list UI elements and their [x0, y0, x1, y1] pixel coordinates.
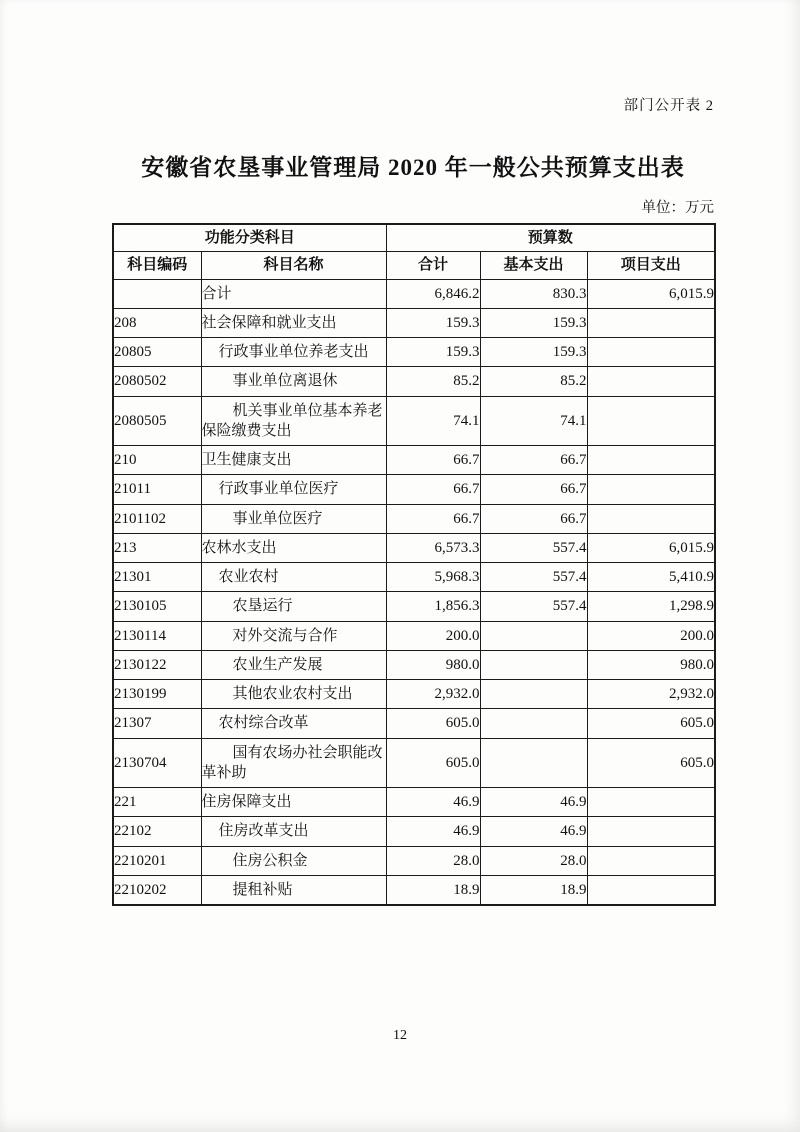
table-row [113, 621, 715, 650]
corner-label: 部门公开表 2 [623, 98, 714, 114]
cell-subject-code: 213 [113, 533, 201, 562]
budget-table [112, 223, 716, 906]
table-row [113, 308, 715, 337]
cell-subject-code: 20805 [113, 338, 201, 367]
table-row [113, 338, 715, 367]
cell-subject-code: 221 [113, 788, 201, 817]
table-row [113, 446, 715, 475]
cell-total: 66.7 [386, 475, 480, 504]
cell-project-expenditure: 6,015.9 [587, 279, 715, 308]
col-header-basic-expenditure: 基本支出 [480, 252, 587, 279]
unit-label: 单位：万元 [641, 200, 714, 216]
cell-total: 28.0 [386, 846, 480, 875]
cell-subject-name: 行政事业单位养老支出 [201, 338, 386, 367]
cell-total: 6,846.2 [386, 279, 480, 308]
cell-subject-code: 2130122 [113, 650, 201, 679]
cell-subject-name: 机关事业单位基本养老保险缴费支出 [201, 396, 386, 446]
cell-total: 980.0 [386, 650, 480, 679]
cell-subject-name: 住房改革支出 [201, 817, 386, 846]
cell-project-expenditure: 6,015.9 [587, 533, 715, 562]
page-title: 安徽省农垦事业管理局 2020 年一般公共预算支出表 [141, 155, 685, 180]
cell-subject-name: 国有农场办社会职能改革补助 [201, 738, 386, 788]
cell-subject-name: 住房公积金 [201, 846, 386, 875]
table-row [113, 709, 715, 738]
cell-basic-expenditure: 28.0 [480, 846, 587, 875]
cell-total: 85.2 [386, 367, 480, 396]
cell-subject-code: 2130114 [113, 621, 201, 650]
cell-total: 605.0 [386, 709, 480, 738]
cell-total: 2,932.0 [386, 680, 480, 709]
cell-basic-expenditure [480, 680, 587, 709]
cell-subject-name: 住房保障支出 [201, 788, 386, 817]
cell-basic-expenditure [480, 650, 587, 679]
cell-project-expenditure [587, 308, 715, 337]
cell-basic-expenditure: 557.4 [480, 592, 587, 621]
cell-subject-name: 农业农村 [201, 563, 386, 592]
table-row [113, 533, 715, 562]
table-row [113, 592, 715, 621]
cell-project-expenditure: 1,298.9 [587, 592, 715, 621]
cell-subject-code: 22102 [113, 817, 201, 846]
table-row [113, 504, 715, 533]
cell-subject-code: 2130199 [113, 680, 201, 709]
cell-total: 159.3 [386, 308, 480, 337]
cell-subject-code [113, 279, 201, 308]
header-columns-row [113, 252, 715, 279]
cell-project-expenditure [587, 788, 715, 817]
cell-subject-name: 社会保障和就业支出 [201, 308, 386, 337]
cell-subject-name: 合计 [201, 279, 386, 308]
table-row [113, 788, 715, 817]
cell-project-expenditure [587, 367, 715, 396]
cell-subject-name: 提租补贴 [201, 875, 386, 905]
cell-basic-expenditure: 557.4 [480, 533, 587, 562]
cell-project-expenditure [587, 396, 715, 446]
cell-total: 6,573.3 [386, 533, 480, 562]
cell-project-expenditure [587, 846, 715, 875]
cell-subject-name: 行政事业单位医疗 [201, 475, 386, 504]
cell-basic-expenditure [480, 621, 587, 650]
cell-subject-code: 210 [113, 446, 201, 475]
col-header-subject-name: 科目名称 [201, 252, 386, 279]
table-row [113, 475, 715, 504]
cell-project-expenditure: 2,932.0 [587, 680, 715, 709]
table-row [113, 817, 715, 846]
col-header-total: 合计 [386, 252, 480, 279]
cell-project-expenditure [587, 817, 715, 846]
cell-total: 74.1 [386, 396, 480, 446]
cell-subject-name: 农林水支出 [201, 533, 386, 562]
cell-project-expenditure [587, 875, 715, 905]
cell-subject-code: 2101102 [113, 504, 201, 533]
cell-subject-code: 2080502 [113, 367, 201, 396]
cell-subject-code: 2210202 [113, 875, 201, 905]
cell-total: 1,856.3 [386, 592, 480, 621]
cell-subject-code: 208 [113, 308, 201, 337]
col-header-subject-code: 科目编码 [113, 252, 201, 279]
cell-basic-expenditure: 830.3 [480, 279, 587, 308]
header-functional-category: 功能分类科目 [113, 224, 386, 252]
cell-subject-name: 农村综合改革 [201, 709, 386, 738]
table-row [113, 680, 715, 709]
table-row [113, 279, 715, 308]
cell-basic-expenditure: 74.1 [480, 396, 587, 446]
cell-total: 605.0 [386, 738, 480, 788]
header-budget-figures: 预算数 [386, 224, 715, 252]
table-row [113, 846, 715, 875]
cell-basic-expenditure: 85.2 [480, 367, 587, 396]
cell-total: 159.3 [386, 338, 480, 367]
cell-basic-expenditure [480, 738, 587, 788]
cell-total: 66.7 [386, 504, 480, 533]
table-row [113, 396, 715, 446]
cell-subject-name: 其他农业农村支出 [201, 680, 386, 709]
cell-project-expenditure [587, 504, 715, 533]
cell-basic-expenditure: 66.7 [480, 504, 587, 533]
cell-subject-code: 2080505 [113, 396, 201, 446]
cell-project-expenditure: 605.0 [587, 738, 715, 788]
cell-subject-code: 21011 [113, 475, 201, 504]
cell-subject-name: 农垦运行 [201, 592, 386, 621]
cell-project-expenditure [587, 475, 715, 504]
cell-basic-expenditure: 557.4 [480, 563, 587, 592]
col-header-project-expenditure: 项目支出 [587, 252, 715, 279]
cell-total: 5,968.3 [386, 563, 480, 592]
cell-subject-code: 2130704 [113, 738, 201, 788]
cell-project-expenditure: 980.0 [587, 650, 715, 679]
page-number: 12 [393, 1028, 407, 1043]
cell-project-expenditure [587, 446, 715, 475]
cell-subject-code: 21307 [113, 709, 201, 738]
cell-project-expenditure [587, 338, 715, 367]
header-group-row [113, 224, 715, 252]
cell-subject-code: 2130105 [113, 592, 201, 621]
cell-basic-expenditure: 159.3 [480, 308, 587, 337]
cell-basic-expenditure: 18.9 [480, 875, 587, 905]
cell-subject-name: 卫生健康支出 [201, 446, 386, 475]
cell-subject-code: 21301 [113, 563, 201, 592]
cell-total: 18.9 [386, 875, 480, 905]
document-content [112, 0, 714, 906]
cell-total: 200.0 [386, 621, 480, 650]
table-row [113, 563, 715, 592]
cell-total: 66.7 [386, 446, 480, 475]
cell-project-expenditure: 5,410.9 [587, 563, 715, 592]
cell-project-expenditure: 605.0 [587, 709, 715, 738]
table-body [113, 279, 715, 905]
table-row [113, 367, 715, 396]
cell-basic-expenditure: 46.9 [480, 817, 587, 846]
cell-subject-code: 2210201 [113, 846, 201, 875]
cell-basic-expenditure: 159.3 [480, 338, 587, 367]
cell-project-expenditure: 200.0 [587, 621, 715, 650]
cell-basic-expenditure [480, 709, 587, 738]
table-row [113, 650, 715, 679]
cell-basic-expenditure: 66.7 [480, 475, 587, 504]
cell-basic-expenditure: 66.7 [480, 446, 587, 475]
cell-subject-name: 对外交流与合作 [201, 621, 386, 650]
cell-basic-expenditure: 46.9 [480, 788, 587, 817]
cell-subject-name: 农业生产发展 [201, 650, 386, 679]
table-header [113, 224, 715, 279]
cell-total: 46.9 [386, 788, 480, 817]
table-row [113, 738, 715, 788]
table-row [113, 875, 715, 905]
cell-subject-name: 事业单位离退休 [201, 367, 386, 396]
cell-total: 46.9 [386, 817, 480, 846]
cell-subject-name: 事业单位医疗 [201, 504, 386, 533]
